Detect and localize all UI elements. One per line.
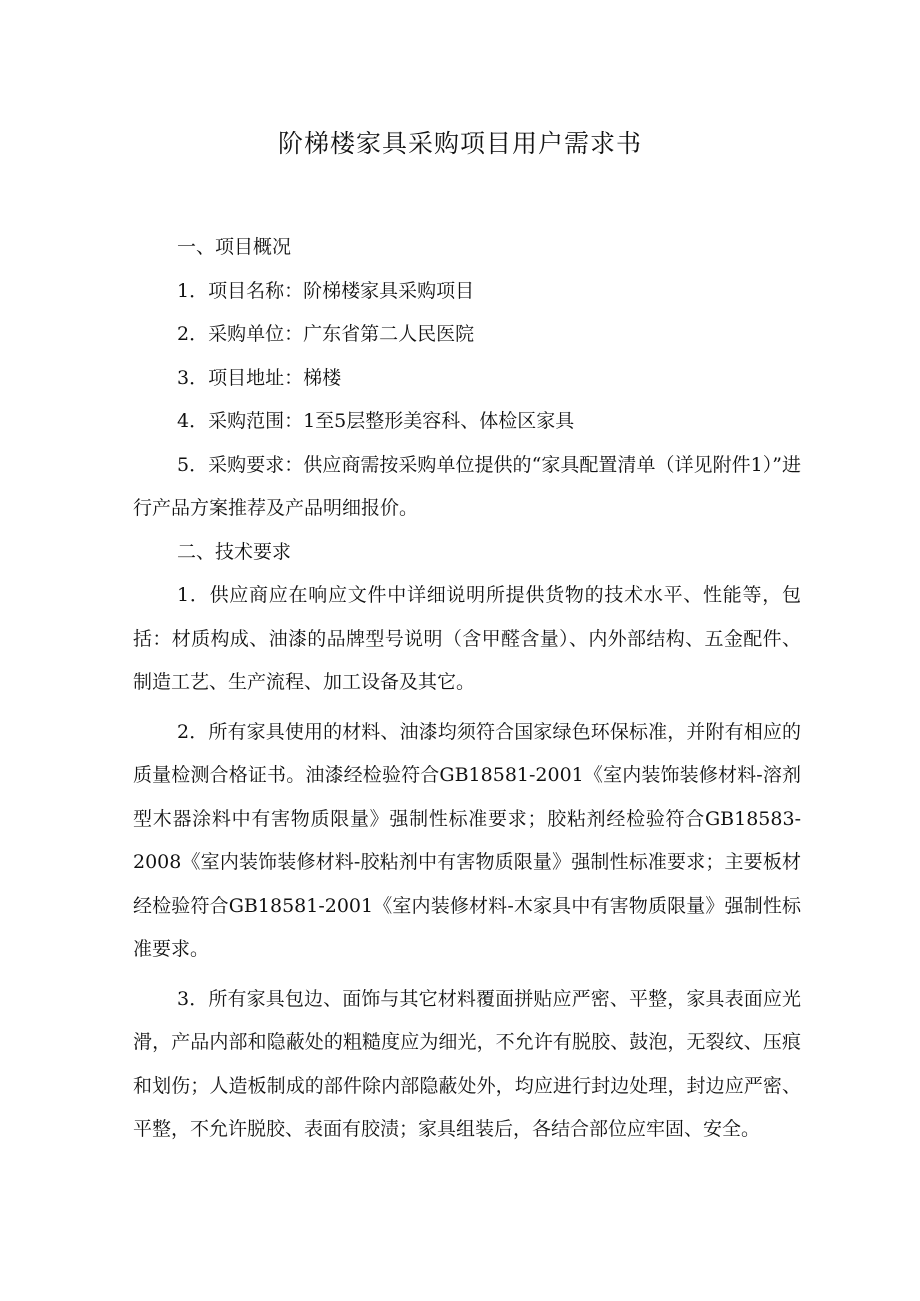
technical-paragraph-2: 2．所有家具使用的材料、油漆均须符合国家绿色环保标准，并附有相应的质量检测合格证书。油漆经检验符合GB18581-2001《室内装饰装修材料-溶剂型木器涂料中有害物质限量》强制性标准要求；胶粘剂经检验符合GB18583-2008《室内装饰装修材料-胶粘剂中有害物质限量》强制性标准要求；主要板材经检验符合GB18581-2001《室内装修材料-木家具中有害物质限量》强制性标准要求。 — [133, 720, 801, 960]
overview-item-purchaser: 2．采购单位：广东省第二人民医院 — [177, 323, 475, 345]
overview-item-address: 3．项目地址：梯楼 — [177, 366, 342, 389]
document-title: 阶梯楼家具采购项目用户需求书 — [277, 129, 642, 158]
document-body — [133, 226, 801, 1152]
overview-item-requirement: 5．采购要求：供应商需按采购单位提供的“家具配置清单（详见附件1）”进行产品方案推荐及产品明细报价。 — [133, 453, 801, 519]
overview-item-scope: 4．采购范围：1至5层整形美容科、体检区家具 — [177, 410, 575, 432]
overview-item-project-name: 1．项目名称：阶梯楼家具采购项目 — [177, 279, 475, 302]
technical-paragraph-1: 1．供应商应在响应文件中详细说明所提供货物的技术水平、性能等，包括：材质构成、油漆的品牌型号说明（含甲醛含量）、内外部结构、五金配件、制造工艺、生产流程、加工设备及其它。 — [133, 584, 801, 693]
section-heading-technical: 二、技术要求 — [177, 540, 292, 563]
section-heading-overview: 一、项目概况 — [177, 236, 292, 258]
technical-paragraph-3: 3．所有家具包边、面饰与其它材料覆面拼贴应严密、平整，家具表面应光滑，产品内部和隐蔽处的粗糙度应为细光，不允许有脱胶、鼓泡，无裂纹、压痕和划伤；人造板制成的部件除内部隐蔽处外，均应进行封边处理，封边应严密、平整，不允许脱胶、表面有胶渍；家具组装后，各结合部位应牢固、安全。 — [133, 987, 801, 1140]
